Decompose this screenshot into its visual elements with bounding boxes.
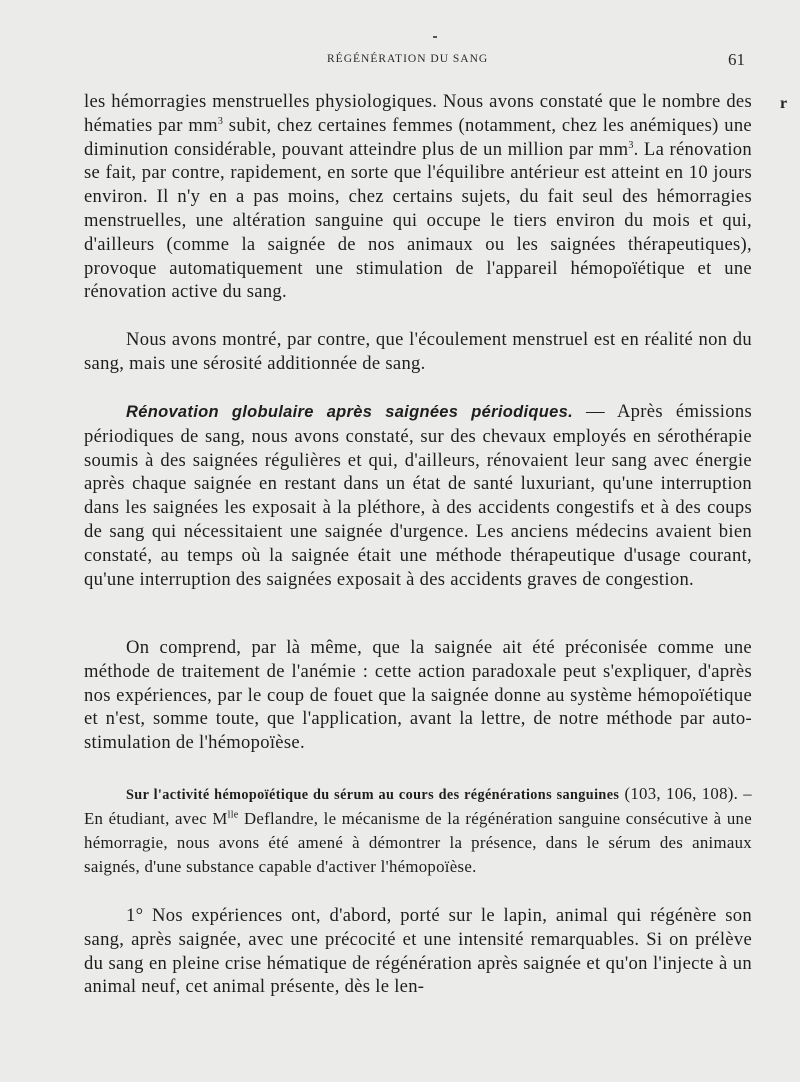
section-serum	[84, 782, 752, 879]
paragraph-text: 1° Nos expériences ont, d'abord, porté sur le lapin, animal qui régénère son sang, après saignée, avec une précocité et une intensité remarquables. Si on prélève du sang en pleine crise hématique de régénération après saignée et qu'on l'injecte à un animal neuf, cet animal présente, dès le len-	[84, 905, 752, 998]
paragraph-saignee	[84, 636, 752, 755]
text-run: Deflandre, le mécanisme de la régénération sanguine consécutive à une hémorragie, nous avons été amené à démontrer la présence, dans le sérum des animaux saignés, d'une substance capable d'activer l'hémopoïèse.	[84, 809, 752, 876]
superscript: lle	[227, 809, 239, 821]
page-number: 61	[728, 50, 745, 69]
paragraph-text: Nous avons montré, par contre, que l'écoulement menstruel est en réalité non du sang, mais une sérosité additionnée de sang.	[84, 329, 752, 374]
text-run: — Après émissions périodiques de sang, nous avons constaté, sur des chevaux employés en sérothérapie soumis à des saignées régulières et qui, d'ailleurs, rénovaient leur sang avec énergie après chaque saignée en restant dans un état de santé luxuriant, qu'une interruption dans les saignées les exposait à la pléthore, à des accidents congestifs et à des coups de sang qui nécessitaient une saignée d'urgence. Les anciens médecins avaient bien constaté, au temps où la saignée était une méthode thérapeutique d'usage courant, qu'une interruption des saignées exposait à des accidents graves de congestion.	[84, 401, 752, 590]
superscript: 3	[628, 139, 634, 151]
paragraph-text	[84, 400, 752, 591]
paragraph-menstrual	[84, 90, 752, 304]
paragraph-serosity	[84, 328, 752, 376]
text-run: les hémorragies menstruelles physiologiques. Nous avons constaté que le nombre des hématies par mm	[84, 91, 752, 136]
text-run: subit, chez certaines femmes (notamment, chez les anémiques) une diminution considérable, pouvant atteindre plus de un million par mm	[84, 114, 752, 160]
paragraph-experiences	[84, 904, 752, 999]
section-renovation	[84, 400, 752, 591]
reference-list: (103, 106, 108).	[624, 784, 739, 803]
text-run: . La rénovation se fait, par contre, rapidement, en sorte que l'équilibre antérieur est atteint en 10 jours environ. Il n'y en a pas moins, chez certains sujets, du fait seul des hémorragies menstruelles, une altération sanguine qui occupe le tiers environ du mois et qui, d'ailleurs (comme la saignée de nos animaux ou les saignées thérapeutiques), provoque automatiquement une stimulation de l'appareil hémopoïétique et une rénovation active du sang.	[84, 138, 752, 303]
section-heading: Sur l'activité hémopoïétique du sérum au cours des régénérations sanguines	[126, 787, 620, 803]
text-run: – En étudiant, avec M	[84, 784, 753, 828]
superscript: 3	[217, 115, 224, 127]
paragraph-text: On comprend, par là même, que la saignée ait été préconisée comme une méthode de traitement de l'anémie : cette action paradoxale peut s'expliquer, d'après nos expériences, par le coup de fouet que la saignée donne au système hémopoïétique et n'est, somme toute, que l'application, avant la lettre, de notre méthode par auto-stimulation de l'hémopoïèse.	[84, 637, 752, 754]
page-header	[0, 50, 800, 70]
paragraph-text	[84, 90, 752, 304]
running-title: RÉGÉNÉRATION DU SANG	[327, 53, 489, 65]
paragraph-text	[84, 782, 752, 879]
section-heading: Rénovation globulaire après saignées périodiques.	[126, 403, 573, 421]
margin-mark: r	[780, 95, 788, 112]
print-mark	[433, 36, 437, 38]
